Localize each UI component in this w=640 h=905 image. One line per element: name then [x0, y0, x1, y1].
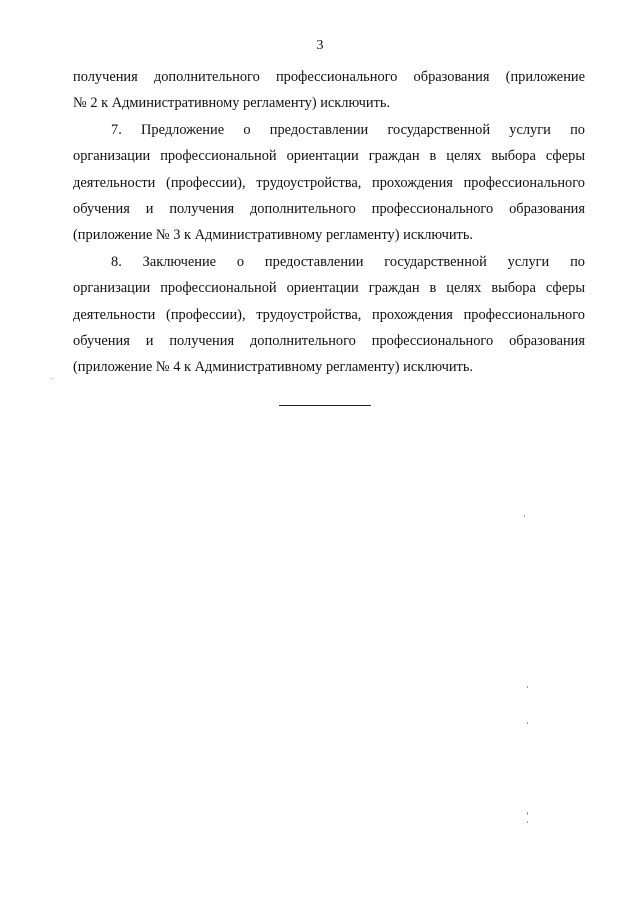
text-line: № 2 к Административному регламенту) исключить.: [73, 95, 391, 112]
text-line: деятельности (профессии), трудоустройства, прохождения профессионального: [73, 174, 585, 191]
text-line: (приложение № 3 к Административному регламенту) исключить.: [73, 227, 473, 244]
text-line: обучения и получения дополнительного профессионального образования: [73, 333, 585, 350]
scan-speck: [52, 378, 53, 379]
scan-speck: [527, 812, 528, 815]
text-line: обучения и получения дополнительного профессионального образования: [73, 201, 585, 218]
paragraph-item-7: [73, 117, 585, 249]
scan-speck: [527, 722, 528, 724]
paragraph-item-8: [73, 249, 585, 381]
text-line: (приложение № 4 к Административному регламенту) исключить.: [73, 359, 473, 376]
end-separator-line: [279, 405, 371, 406]
text-line: 7. Предложение о предоставлении государственной услуги по: [111, 121, 585, 138]
scan-speck: [527, 686, 528, 688]
text-line: 8. Заключение о предоставлении государственной услуги по: [111, 253, 585, 270]
scan-speck: [527, 821, 528, 823]
scan-speck: [524, 515, 525, 517]
text-line: деятельности (профессии), трудоустройства, прохождения профессионального: [73, 306, 585, 323]
text-line: организации профессиональной ориентации граждан в целях выбора сферы: [73, 148, 585, 165]
document-body: [73, 64, 585, 381]
text-line: получения дополнительного профессионального образования (приложение: [73, 69, 585, 85]
page-number: 3: [316, 38, 324, 53]
text-line: организации профессиональной ориентации граждан в целях выбора сферы: [73, 280, 585, 297]
paragraph-continuation: [73, 64, 585, 117]
